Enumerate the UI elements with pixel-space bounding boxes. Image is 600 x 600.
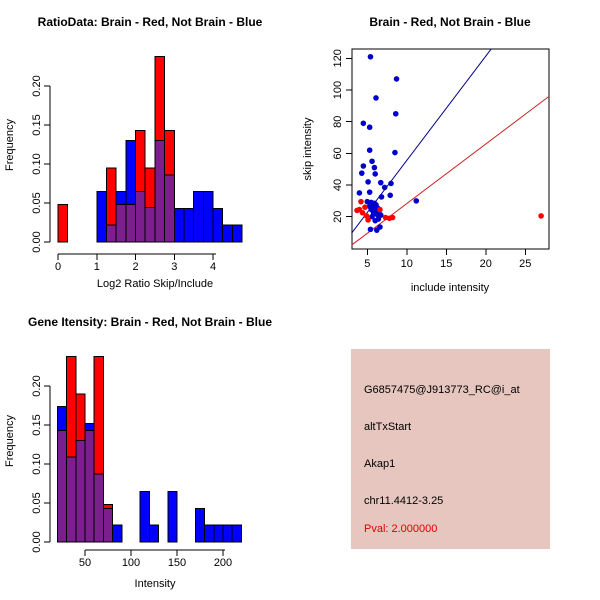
scatter-point-blue: [365, 179, 371, 185]
event-type-text: altTxStart: [364, 421, 412, 433]
scatter-point-blue: [367, 189, 373, 195]
hist-bar-overlap: [85, 430, 94, 542]
x-tick-label: 150: [167, 557, 187, 569]
hist-bar-overlap: [94, 474, 103, 542]
hist-bar-blue: [195, 508, 204, 542]
hist-bar-blue: [168, 491, 177, 542]
gene-histogram-ylabel: Frequency: [4, 415, 16, 467]
scatter-point-blue: [413, 198, 419, 204]
ratio-histogram-title: RatioData: Brain - Red, Not Brain - Blue: [37, 15, 263, 29]
scatter-chart: [300, 0, 600, 300]
hist-bar-overlap: [103, 508, 112, 542]
hist-bar-blue: [194, 191, 204, 242]
ratio-histogram-ylabel: Frequency: [4, 119, 16, 171]
scatter-point-red: [390, 215, 396, 221]
y-tick-label: 0.05: [31, 192, 43, 214]
y-tick-label: 0.20: [31, 375, 43, 397]
y-tick-label: 0.15: [31, 414, 43, 436]
hist-bar-overlap: [155, 141, 165, 242]
x-tick-label: 10: [400, 258, 413, 270]
hist-bar-blue: [97, 191, 107, 242]
hist-bar-blue: [223, 225, 233, 242]
fit-line-red: [352, 96, 550, 245]
hist-bar-blue: [184, 208, 194, 242]
scatter-point-blue: [379, 194, 385, 200]
y-tick-label: 20: [332, 210, 344, 223]
scatter-point-blue: [372, 218, 378, 224]
hist-bar-overlap: [57, 430, 66, 542]
ratio-histogram-xlabel: Log2 Ratio Skip/Include: [96, 278, 214, 290]
scatter-point-blue: [367, 124, 373, 130]
x-tick-label: 200: [213, 557, 233, 569]
scatter-point-red: [538, 213, 544, 219]
y-tick-label: 0.05: [31, 492, 43, 514]
scatter-point-blue: [374, 227, 380, 233]
hist-bar-overlap: [106, 225, 116, 242]
scatter-point-blue: [387, 193, 393, 199]
scatter-ylabel: skip intensity: [302, 117, 314, 181]
hist-bar-overlap: [145, 208, 155, 242]
scatter-point-blue: [373, 95, 379, 101]
x-tick-label: 25: [519, 258, 532, 270]
x-tick-label: 1: [93, 261, 100, 273]
probe-id-text: G6857475@J913773_RC@i_at: [364, 384, 520, 396]
x-tick-label: 15: [440, 258, 453, 270]
scatter-point-blue: [388, 181, 394, 187]
ratio-histogram-chart: [0, 0, 300, 300]
gene-histogram-title: Gene Itensity: Brain - Red, Not Brain - Blue: [27, 315, 273, 329]
plot-box: [352, 49, 549, 249]
x-tick-label: 4: [209, 261, 217, 273]
scatter-point-blue: [368, 54, 374, 60]
hist-bar-blue: [174, 208, 184, 242]
scatter-point-blue: [393, 111, 399, 117]
pval-text: Pval: 2.000000: [364, 523, 438, 535]
locus-text: chr11.4412-3.25: [364, 495, 444, 507]
hist-bar-blue: [140, 491, 149, 542]
scatter-point-blue: [361, 120, 367, 126]
hist-bar-blue: [113, 525, 122, 542]
x-tick-label: 2: [132, 261, 139, 273]
x-tick-label: 20: [479, 258, 492, 270]
scatter-point-blue: [369, 158, 375, 164]
hist-bar-blue: [203, 191, 213, 242]
x-tick-label: 0: [54, 261, 62, 273]
scatter-point-blue: [367, 147, 373, 153]
y-tick-label: 0.00: [31, 231, 43, 253]
hist-bar-overlap: [165, 175, 175, 242]
gene-histogram-chart: [0, 300, 300, 600]
hist-bar-blue: [223, 525, 232, 542]
hist-bar-overlap: [136, 191, 146, 242]
hist-bar-blue: [149, 525, 158, 542]
x-tick-label: 50: [78, 557, 92, 569]
gene-name-text: Akap1: [364, 458, 396, 470]
hist-bar-overlap: [67, 457, 76, 542]
hist-bar-blue: [232, 225, 242, 242]
scatter-point-blue: [372, 165, 378, 171]
y-tick-label: 0.00: [31, 531, 43, 553]
scatter-title: Brain - Red, Not Brain - Blue: [369, 15, 531, 29]
scatter-point-red: [362, 204, 368, 210]
y-tick-label: 0.15: [31, 114, 43, 136]
hist-bar-blue: [232, 525, 241, 542]
y-tick-label: 100: [332, 80, 344, 100]
y-tick-label: 0.10: [31, 153, 43, 175]
hist-bar-blue: [205, 525, 214, 542]
y-tick-label: 40: [332, 178, 344, 192]
scatter-point-blue: [368, 227, 374, 233]
scatter-point-red: [358, 199, 364, 205]
scatter-point-blue: [357, 190, 363, 196]
x-tick-label: 5: [364, 258, 371, 270]
scatter-point-blue: [382, 185, 388, 191]
hist-bar-overlap: [116, 205, 126, 242]
gene-histogram-xlabel: Intensity: [134, 578, 176, 590]
scatter-point-red: [377, 207, 383, 213]
hist-bar-blue: [213, 208, 223, 242]
scatter-point-blue: [378, 180, 384, 186]
scatter-xlabel: include intensity: [410, 282, 490, 294]
y-tick-label: 0.10: [31, 453, 43, 475]
x-tick-label: 100: [121, 557, 141, 569]
scatter-point-blue: [359, 170, 365, 176]
y-tick-label: 60: [332, 147, 344, 160]
scatter-point-blue: [394, 76, 400, 82]
y-tick-label: 0.20: [31, 75, 43, 97]
scatter-point-red: [365, 217, 371, 223]
scatter-point-blue: [372, 171, 378, 177]
y-tick-label: 120: [332, 49, 344, 68]
hist-bar-blue: [214, 525, 223, 542]
x-tick-label: 3: [171, 261, 178, 273]
hist-bar-overlap: [126, 205, 136, 242]
scatter-point-blue: [392, 150, 398, 156]
hist-bar-red: [58, 205, 68, 242]
y-tick-label: 80: [332, 115, 344, 128]
gene-info-panel: [351, 349, 550, 549]
scatter-point-blue: [361, 163, 367, 169]
hist-bar-overlap: [76, 441, 85, 542]
